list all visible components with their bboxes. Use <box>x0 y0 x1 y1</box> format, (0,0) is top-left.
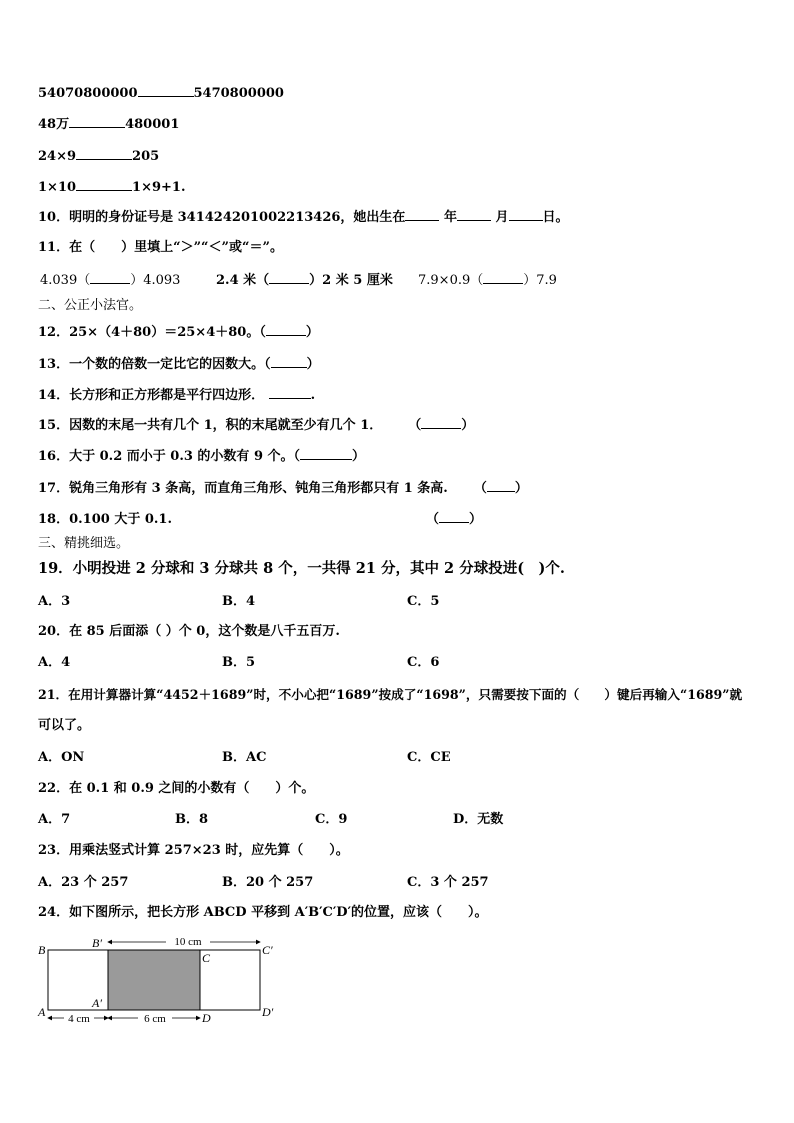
answer-blank[interactable] <box>138 84 194 97</box>
paren-close: ） <box>514 481 528 496</box>
compare-right: ）7.9 <box>523 273 557 288</box>
option-b[interactable]: B．5 <box>222 655 256 670</box>
year-blank[interactable] <box>405 208 439 221</box>
question-text: 锐角三角形有 3 条高，而直角三角形、钝角三角形都只有 1 条高. <box>69 481 448 496</box>
paren-close: ） <box>305 325 319 340</box>
question-15 <box>38 416 474 434</box>
paren-close: ） <box>306 357 320 372</box>
question-23: 23．用乘法竖式计算 257×23 时，应先算（ ）。 <box>38 843 349 858</box>
question-number: 14． <box>38 388 70 403</box>
question-number: 12． <box>38 325 70 340</box>
compare-left: 1×10 <box>38 180 77 195</box>
compare-right: 205 <box>132 149 160 164</box>
question-text: 大于 0.2 而小于 0.3 的小数有 9 个。（ <box>69 449 301 464</box>
question-16 <box>38 447 365 465</box>
answer-blank[interactable] <box>269 386 311 399</box>
paren-close: ） <box>461 418 475 433</box>
question-text: 长方形和正方形都是平行四边形． <box>69 388 265 403</box>
compare-row-1 <box>38 84 284 102</box>
option-b[interactable]: B．8 <box>175 812 209 827</box>
option-c[interactable]: C．3 个 257 <box>407 875 489 890</box>
label-a-prime: A′ <box>92 996 102 1010</box>
label-a: A <box>38 1005 46 1019</box>
question-text: 0.100 大于 0.1. <box>69 512 172 527</box>
dim-mid-label: 6 cm <box>144 1013 166 1025</box>
label-b-prime: B′ <box>92 936 102 950</box>
option-a[interactable]: A．3 <box>38 594 71 609</box>
answer-blank[interactable] <box>90 271 130 284</box>
label-c: C <box>202 951 211 965</box>
question-11 <box>38 240 283 256</box>
question-number: 16． <box>38 449 70 464</box>
answer-blank[interactable] <box>487 479 515 492</box>
paren-open: （ <box>473 481 487 496</box>
option-a[interactable]: A．7 <box>38 812 71 827</box>
compare-row-2 <box>38 115 179 133</box>
paren-close: ） <box>469 512 483 527</box>
label-d-prime: D′ <box>262 1005 274 1019</box>
question-number: 11． <box>38 240 70 255</box>
month-label: 月 <box>495 210 509 225</box>
answer-blank[interactable] <box>266 323 306 336</box>
month-blank[interactable] <box>457 208 491 221</box>
option-c[interactable]: C．6 <box>407 655 440 670</box>
question-14 <box>38 386 315 404</box>
answer-blank[interactable] <box>271 355 307 368</box>
question-24: 24．如下图所示，把长方形 ABCD 平移到 A′B′C′D′的位置，应该（ ）。 <box>38 905 488 920</box>
question-21-continued: 可以了。 <box>38 718 91 733</box>
question-number: 13． <box>38 357 70 372</box>
question-text: 25×（4＋80）＝25×4＋80。（ <box>69 325 266 340</box>
option-a[interactable]: A．ON <box>38 750 85 765</box>
compare-item-1 <box>40 271 180 289</box>
overlap-region <box>108 950 200 1010</box>
answer-blank[interactable] <box>439 510 469 523</box>
question-text: 在（ ）里填上“＞”“＜”或“＝”。 <box>69 240 283 255</box>
day-label: 日。 <box>542 210 569 225</box>
dim-top-label: 10 cm <box>174 936 202 948</box>
compare-left: 2.4 米（ <box>216 273 270 288</box>
question-20: 20．在 85 后面添（ ）个 0，这个数是八千五百万. <box>38 624 340 639</box>
compare-row-4 <box>38 178 185 196</box>
question-text: 因数的末尾一共有几个 1，积的末尾就至少有几个 1． <box>69 418 383 433</box>
paren-close: ） <box>352 449 366 464</box>
compare-left: 48万 <box>38 117 70 132</box>
option-d[interactable]: D．无数 <box>453 812 504 827</box>
translation-diagram <box>36 932 286 1028</box>
paren-open: （ <box>426 512 440 527</box>
option-b[interactable]: B．20 个 257 <box>222 875 314 890</box>
question-text: 明明的身份证号是 341424201002213426，她出生在 <box>69 210 406 225</box>
answer-blank[interactable] <box>76 147 132 160</box>
compare-left: 7.9×0.9（ <box>418 273 484 288</box>
option-b[interactable]: B．4 <box>222 594 256 609</box>
compare-item-2 <box>216 271 393 289</box>
compare-right: 5470800000 <box>193 86 284 101</box>
section-heading-3: 三、精挑细选。 <box>38 536 130 551</box>
question-22: 22．在 0.1 和 0.9 之间的小数有（ ）个。 <box>38 781 315 796</box>
question-10 <box>38 208 569 226</box>
question-18 <box>38 510 482 528</box>
year-label: 年 <box>443 210 457 225</box>
compare-row-3 <box>38 147 159 165</box>
question-number: 10． <box>38 210 70 225</box>
section-heading-2: 二、公正小法官。 <box>38 298 143 313</box>
dim-left-label: 4 cm <box>68 1013 90 1025</box>
option-b[interactable]: B．AC <box>222 750 267 765</box>
period: . <box>310 388 316 403</box>
compare-left: 4.039（ <box>40 273 91 288</box>
question-text: 一个数的倍数一定比它的因数大。（ <box>69 357 271 372</box>
option-a[interactable]: A．4 <box>38 655 71 670</box>
question-number: 18． <box>38 512 70 527</box>
question-number: 15． <box>38 418 70 433</box>
label-d: D <box>202 1011 211 1025</box>
question-19: 19．小明投进 2 分球和 3 分球共 8 个，一共得 21 分，其中 2 分球投进( )个. <box>38 560 565 577</box>
answer-blank[interactable] <box>300 447 352 460</box>
option-c[interactable]: C．5 <box>407 594 440 609</box>
answer-blank[interactable] <box>269 271 309 284</box>
option-c[interactable]: C．9 <box>315 812 348 827</box>
label-c-prime: C′ <box>262 943 273 957</box>
answer-blank[interactable] <box>421 416 461 429</box>
label-b: B <box>38 943 46 957</box>
option-c[interactable]: C．CE <box>407 750 451 765</box>
compare-right: 1×9+1. <box>132 180 186 195</box>
question-number: 17． <box>38 481 70 496</box>
compare-right: ）4.093 <box>130 273 181 288</box>
question-21: 21．在用计算器计算“4452＋1689”时，不小心把“1689”按成了“1698”，只需要按下面的（ ）键后再输入“1689”就 <box>38 687 743 702</box>
question-12 <box>38 323 319 341</box>
compare-right: 480001 <box>125 117 180 132</box>
compare-right: ）2 米 5 厘米 <box>309 273 393 288</box>
paren-open: （ <box>408 418 422 433</box>
compare-item-3 <box>418 271 557 289</box>
compare-left: 24×9 <box>38 149 77 164</box>
answer-blank[interactable] <box>76 178 132 191</box>
answer-blank[interactable] <box>69 115 125 128</box>
question-17 <box>38 479 528 497</box>
answer-blank[interactable] <box>483 271 523 284</box>
compare-left: 54070800000 <box>38 86 138 101</box>
question-13 <box>38 355 320 373</box>
day-blank[interactable] <box>509 208 543 221</box>
option-a[interactable]: A．23 个 257 <box>38 875 129 890</box>
